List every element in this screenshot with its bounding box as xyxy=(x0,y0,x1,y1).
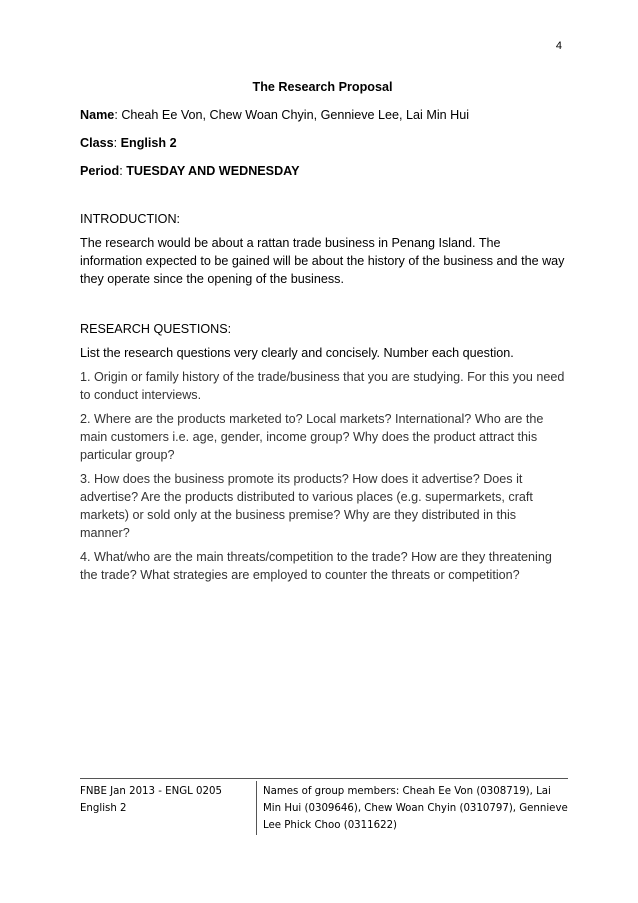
class-label: Class xyxy=(80,136,114,150)
name-value: Cheah Ee Von, Chew Woan Chyin, Gennieve Lee, Lai Min Hui xyxy=(121,108,470,122)
research-question: 3. How does the business promote its products? How does it advertise? Does it advertise? Are the products distributed to various places (e.g. supermarkets, craft markets) or sold only at the business premise? Why are they distributed in this manner? xyxy=(80,472,533,540)
class-value: English 2 xyxy=(120,136,177,150)
page-number: 4 xyxy=(555,40,562,52)
document-body xyxy=(80,78,565,584)
period-field: Period: TUESDAY AND WEDNESDAY xyxy=(80,164,300,178)
introduction-text: The research would be about a rattan trade business in Penang Island. The information expected to be gained will be about the history of the business and the way they operate since the opening of the business. xyxy=(80,236,565,286)
class-field: Class: English 2 xyxy=(80,136,177,150)
research-question: 4. What/who are the main threats/competition to the trade? How are they threatening the trade? What strategies are employed to counter the threats or competition? xyxy=(80,550,552,582)
name-field: Name: Cheah Ee Von, Chew Woan Chyin, Gennieve Lee, Lai Min Hui xyxy=(80,108,470,122)
introduction-heading: INTRODUCTION: xyxy=(80,212,181,226)
footer-group-members: Names of group members: Cheah Ee Von (0308719), Lai Min Hui (0309646), Chew Woan Chyin (0310797), Gennieve Lee Phick Choo (0311622) xyxy=(263,786,568,831)
research-questions-instruction: List the research questions very clearly and concisely. Number each question. xyxy=(80,346,514,360)
period-value: TUESDAY AND WEDNESDAY xyxy=(126,164,300,178)
period-label: Period xyxy=(80,164,120,178)
research-question: 2. Where are the products marketed to? Local markets? International? Who are the main customers i.e. age, gender, income group? Why does the product attract this particular group? xyxy=(80,412,544,462)
document-title: The Research Proposal xyxy=(252,80,393,94)
footer-divider-line xyxy=(80,778,568,779)
research-questions-heading: RESEARCH QUESTIONS: xyxy=(80,322,232,336)
footer-column-divider xyxy=(256,781,257,835)
page-footer xyxy=(80,781,568,837)
footer-course-info: FNBE Jan 2013 - ENGL 0205 English 2 xyxy=(80,786,222,814)
research-question: 1. Origin or family history of the trade/business that you are studying. For this you need to conduct interviews. xyxy=(80,370,565,402)
name-label: Name xyxy=(80,108,115,122)
